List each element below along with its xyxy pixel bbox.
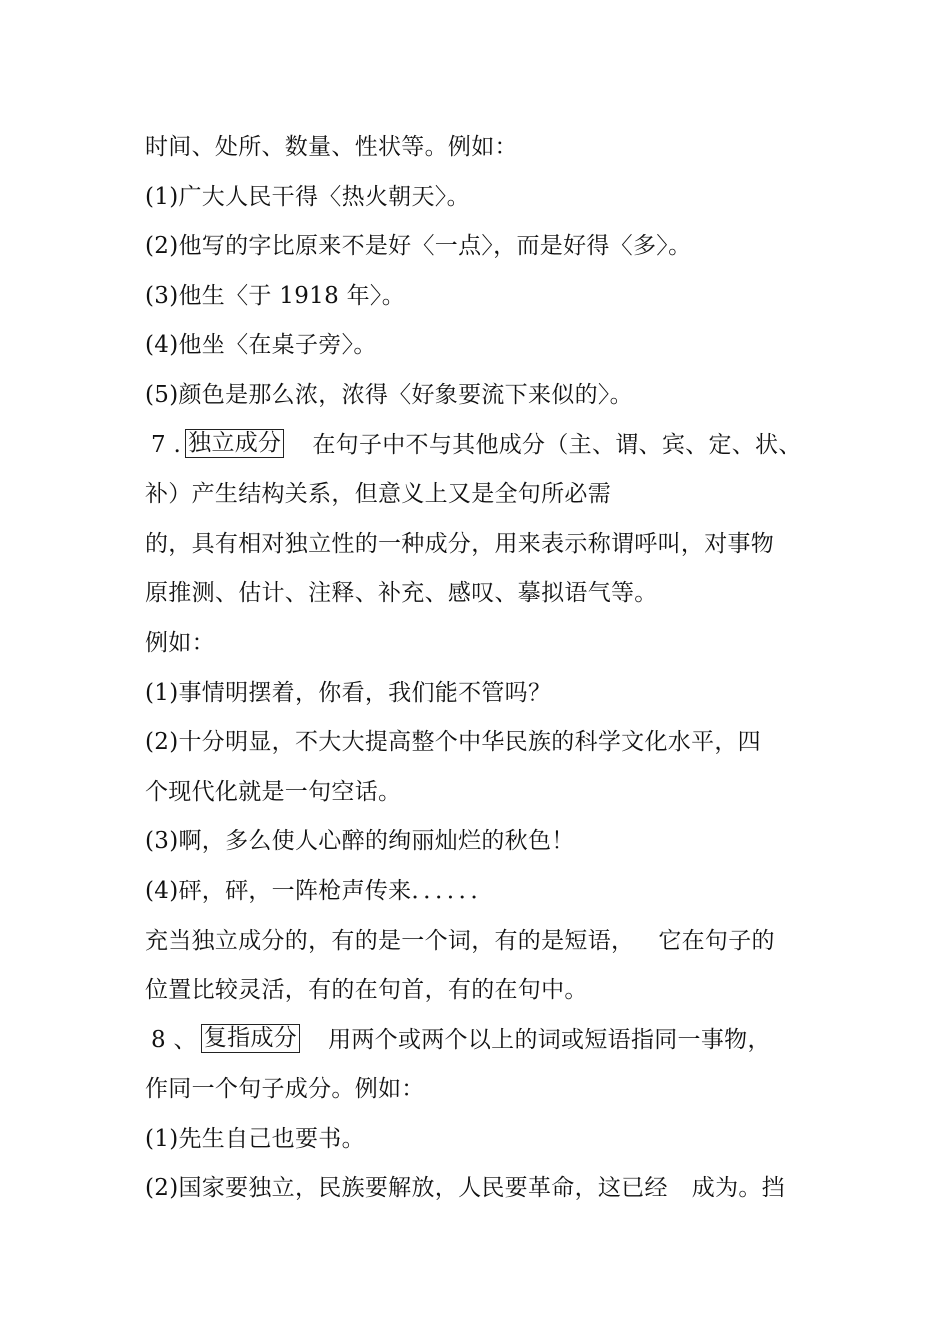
- paragraph-line: 的，具有相对独立性的一种成分，用来表示称谓呼叫，对事物: [145, 530, 775, 557]
- paragraph-line: 补）产生结构关系，但意义上又是全句所必需: [145, 481, 611, 508]
- example-item: (1)事情明摆着，你看，我们能不管吗？: [145, 679, 552, 706]
- paragraph-line: [145, 917, 810, 967]
- paragraph-fragment: 它在句子的: [658, 927, 775, 954]
- paragraph-line: 个现代化就是一句空话。: [145, 778, 402, 805]
- section-number: 8 、: [151, 1026, 197, 1053]
- example-item: (5)颜色是那么浓，浓得〈好象要流下来似的〉。: [145, 381, 633, 408]
- section-term-boxed: 独立成分: [185, 429, 284, 458]
- paragraph-fragment: (2)国家要独立，民族要解放，人民要革命，这已经: [145, 1175, 668, 1202]
- section-description: 用两个或两个以上的词或短语指同一事物，: [328, 1026, 771, 1053]
- example-item: (2)十分明显，不大大提高整个中华民族的科学文化水平，四: [145, 729, 761, 756]
- section-term-boxed: 复指成分: [201, 1024, 300, 1053]
- document-body: [145, 123, 810, 1214]
- paragraph-line: 作同一个句子成分。例如：: [145, 1076, 425, 1103]
- section-heading-8: [145, 1016, 810, 1066]
- paragraph-line: 原推测、估计、注释、补充、感叹、摹拟语气等。: [145, 580, 658, 607]
- example-item: (3)他生〈于 1918 年〉。: [145, 282, 406, 309]
- example-item: (1)先生自己也要书。: [145, 1125, 365, 1152]
- paragraph-fragment: 成为。挡: [691, 1175, 785, 1202]
- paragraph-line: 时间、处所、数量、性状等。例如：: [145, 134, 518, 160]
- section-heading-7: [145, 421, 810, 471]
- example-item: (1)广大人民干得〈热火朝天〉。: [145, 183, 470, 210]
- paragraph-fragment: 充当独立成分的，有的是一个词，有的是短语，: [145, 927, 635, 954]
- example-item: (2)他写的字比原来不是好〈一点〉，而是好得〈多〉。: [145, 233, 692, 260]
- paragraph-line: 例如：: [145, 629, 215, 656]
- example-item: (3)啊，多么使人心醉的绚丽灿烂的秋色！: [145, 828, 575, 855]
- section-description: 在句子中不与其他成分（主、谓、宾、定、状、: [312, 431, 802, 458]
- section-number: 7 .: [151, 431, 182, 458]
- paragraph-line: 位置比较灵活，有的在句首，有的在句中。: [145, 977, 588, 1004]
- example-item: (4)他坐〈在桌子旁〉。: [145, 332, 377, 359]
- example-item: (4)砰，砰，一阵枪声传来．．．．．．: [145, 877, 494, 904]
- example-item: [145, 1164, 810, 1214]
